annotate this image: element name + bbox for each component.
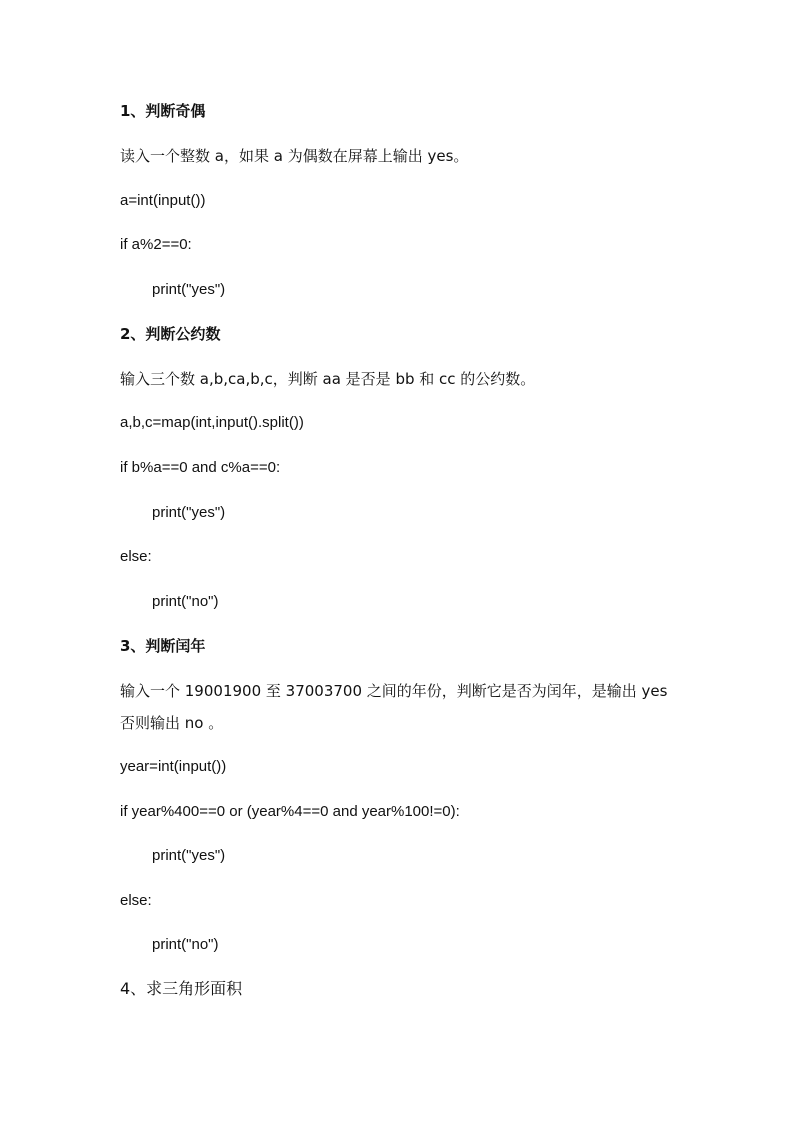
section-1-description: 读入一个整数 a，如果 a 为偶数在屏幕上输出 yes。 (120, 147, 469, 165)
section-1-code-line-1: a=int(input()) (120, 192, 206, 209)
section-3-description-line-1: 输入一个 19001900 至 37003700 之间的年份，判断它是否为闰年，是输出 yes (120, 682, 668, 700)
section-1-code-line-2: if a%2==0: (120, 236, 192, 253)
section-2-code-line-1: a,b,c=map(int,input().split()) (120, 414, 304, 431)
section-3-heading: 3、判断闰年 (120, 637, 206, 655)
section-3-code-line-1: year=int(input()) (120, 758, 227, 775)
section-3-code-line-3: print("yes") (152, 847, 226, 864)
section-2-code-line-3: print("yes") (152, 504, 226, 521)
section-3-code-line-4: else: (120, 892, 152, 909)
section-4-heading: 4、求三角形面积 (120, 979, 243, 998)
section-2-code-line-2: if b%a==0 and c%a==0: (120, 459, 281, 476)
section-3-description-line-2: 否则输出 no 。 (120, 714, 224, 732)
section-3-code-line-5: print("no") (152, 936, 219, 953)
section-2-code-line-5: print("no") (152, 593, 219, 610)
section-2-heading: 2、判断公约数 (120, 325, 221, 343)
section-2-description: 输入三个数 a,b,ca,b,c，判断 aa 是否是 bb 和 cc 的公约数。 (120, 370, 536, 388)
section-1-heading: 1、判断奇偶 (120, 102, 206, 120)
section-3-code-line-2: if year%400==0 or (year%4==0 and year%100!=0): (120, 803, 460, 820)
section-1-code-line-3: print("yes") (152, 281, 226, 298)
section-2-code-line-4: else: (120, 548, 152, 565)
